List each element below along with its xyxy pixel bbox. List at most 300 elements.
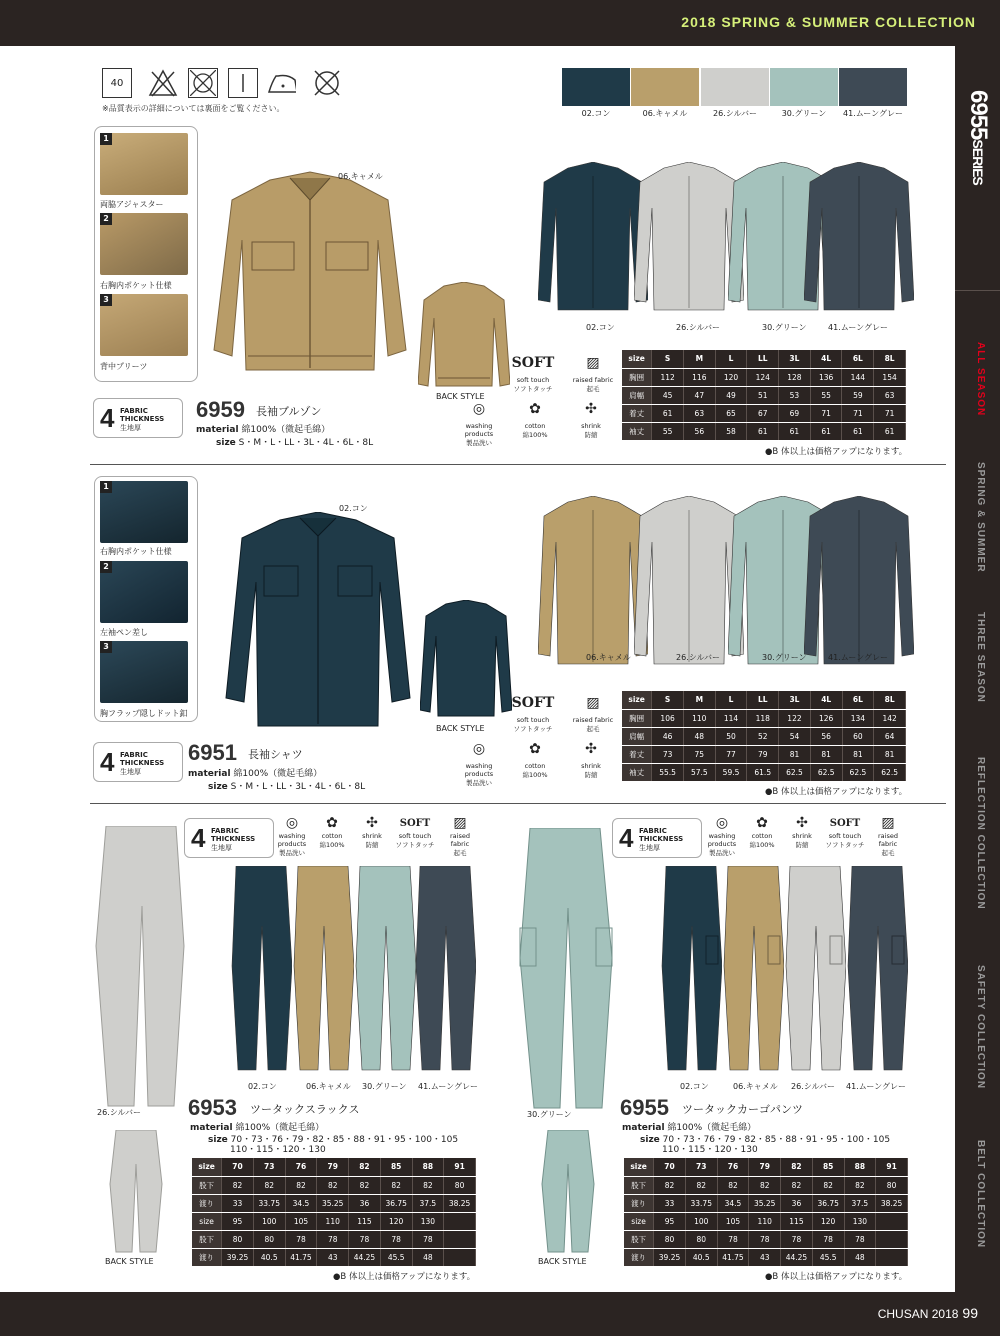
table-cell: 48	[683, 727, 715, 745]
table-cell: 62.5	[842, 763, 874, 781]
table-cell: S	[652, 691, 684, 709]
table-cell: 36	[781, 1194, 813, 1212]
model-number: 6953	[188, 1095, 237, 1120]
iron-icon	[266, 68, 296, 98]
table-cell: 着丈	[622, 745, 652, 763]
price-note: ●B 体以上は価格アップになります。	[333, 1272, 476, 1282]
detail-photo-pocket	[100, 213, 188, 275]
table-cell: M	[683, 691, 715, 709]
table-cell: 122	[779, 709, 811, 727]
table-cell: 62.5	[779, 763, 811, 781]
fabric-label-1: FABRIC	[120, 407, 148, 415]
fabric-label	[120, 407, 164, 423]
feature-jp: 防縮	[365, 841, 379, 849]
fabric-thickness-badge	[93, 398, 183, 438]
section-divider	[90, 464, 946, 465]
table-row	[192, 1212, 476, 1230]
washing-products-icon: ◎ washing products 製品洗い	[456, 396, 502, 447]
line-dry-icon	[228, 68, 258, 98]
feature-jp: 製品洗い	[466, 779, 492, 787]
color-swatch	[701, 68, 769, 106]
table-cell: 8L	[874, 350, 906, 368]
table-row	[624, 1212, 908, 1230]
feature-top: SOFT	[511, 355, 555, 371]
table-cell: 61	[652, 404, 684, 422]
variant-garment-image	[804, 496, 914, 666]
variant-pants-image	[414, 866, 476, 1072]
table-cell: 106	[652, 709, 684, 727]
feature-jp: 綿100%	[522, 431, 548, 439]
nav-spring-summer[interactable]: SPRING & SUMMER	[975, 462, 986, 573]
table-cell: 3L	[779, 350, 811, 368]
table-cell: 100	[685, 1212, 717, 1230]
header-bar	[0, 0, 1000, 46]
detail-photo-inner-pocket	[100, 481, 188, 543]
model-name: 長袖シャツ	[248, 748, 303, 761]
table-cell: 胸囲	[622, 709, 652, 727]
table-cell: 55.5	[652, 763, 684, 781]
table-cell: 71	[810, 404, 842, 422]
table-cell: 78	[749, 1230, 781, 1248]
feature-jp: 製品洗い	[466, 439, 492, 447]
table-cell: 41.75	[285, 1248, 317, 1266]
variant-color-label: 30.グリーン	[762, 323, 807, 332]
table-row	[622, 368, 906, 386]
feature-label: soft touch	[516, 716, 550, 724]
table-row	[624, 1230, 908, 1248]
main-color-label: 26.シルバー	[97, 1108, 141, 1117]
table-cell: 85	[812, 1158, 844, 1176]
table-cell: 128	[779, 368, 811, 386]
feature-label: shrink	[362, 832, 382, 840]
table-cell: 91	[876, 1158, 908, 1176]
feature-label: raised fabric	[878, 832, 898, 848]
feature-label: washing products	[707, 832, 737, 848]
table-cell: 8L	[874, 691, 906, 709]
cargo-back-image	[540, 1130, 596, 1254]
nav-belt[interactable]: BELT COLLECTION	[975, 1140, 986, 1249]
table-cell: 85	[380, 1158, 412, 1176]
variant-color-label: 06.キャメル	[586, 653, 631, 662]
table-cell: 着丈	[622, 404, 652, 422]
material-value: 綿100%（微起毛綿）	[235, 1123, 325, 1133]
table-cell: 45.5	[812, 1248, 844, 1266]
table-cell: 62.5	[810, 763, 842, 781]
table-cell: 73	[685, 1158, 717, 1176]
material-value: 綿100%（微起毛綿）	[667, 1123, 757, 1133]
fabric-label	[211, 827, 255, 843]
table-cell: 110	[683, 709, 715, 727]
raised-fabric-icon: ▨ raised fabric 起毛	[440, 814, 480, 857]
table-cell: 80	[222, 1230, 254, 1248]
fabric-label-jp: 生地厚	[120, 768, 141, 776]
table-cell: 4L	[810, 691, 842, 709]
table-cell: 105	[285, 1212, 317, 1230]
table-cell: 82	[812, 1176, 844, 1194]
table-cell: 91	[444, 1158, 476, 1176]
feature-label: soft touch	[828, 832, 862, 840]
table-cell: 115	[781, 1212, 813, 1230]
soft-touch-icon	[394, 814, 436, 849]
table-cell: 78	[285, 1230, 317, 1248]
color-swatch	[562, 68, 630, 106]
table-cell: 82	[844, 1176, 876, 1194]
table-cell: 股下	[192, 1176, 222, 1194]
table-cell: 44.25	[349, 1248, 381, 1266]
table-cell: 48	[844, 1248, 876, 1266]
variant-garment-image	[538, 162, 648, 312]
navy-shirt-image	[218, 512, 418, 728]
table-cell: 55	[652, 422, 684, 440]
table-cell: 胸囲	[622, 368, 652, 386]
detail-num: 1	[100, 133, 112, 145]
table-cell: 82	[781, 1176, 813, 1194]
table-cell: 110	[317, 1212, 349, 1230]
fabric-label-2: THICKNESS	[639, 835, 684, 843]
material-label: material	[190, 1123, 233, 1133]
variant-pants-image	[354, 866, 416, 1072]
table-cell: 71	[842, 404, 874, 422]
back-style-label: BACK STYLE	[436, 392, 485, 401]
section-divider	[90, 803, 946, 804]
shrink-icon: ✣ shrink 防縮	[568, 736, 614, 779]
variant-color-label: 41.ムーングレー	[828, 323, 889, 332]
series-number: 6955	[965, 90, 992, 140]
detail-caption: 右胸内ポケット仕様	[100, 547, 172, 556]
table-cell: 53	[779, 386, 811, 404]
detail-num: 2	[100, 213, 112, 225]
table-cell: 36	[349, 1194, 381, 1212]
table-cell: 股下	[624, 1230, 654, 1248]
table-cell: 50	[715, 727, 747, 745]
feature-jp: ソフトタッチ	[513, 725, 553, 733]
table-row	[192, 1248, 476, 1266]
feature-label: raised fabric	[450, 832, 470, 848]
table-cell: size	[624, 1212, 654, 1230]
no-bleach-icon	[148, 68, 178, 98]
feature-jp: 綿100%	[749, 841, 775, 849]
fabric-label	[120, 751, 164, 767]
fabric-label-2: THICKNESS	[211, 835, 256, 843]
variant-color-label: 02.コン	[680, 1082, 709, 1091]
fabric-label-jp: 生地厚	[211, 844, 232, 852]
fabric-thickness-badge	[612, 818, 702, 858]
table-cell: 62.5	[874, 763, 906, 781]
color-swatch-label: 06.キャメル	[642, 109, 688, 118]
nav-three-season[interactable]: THREE SEASON	[975, 612, 986, 703]
feature-label: cotton	[321, 832, 343, 840]
table-cell: 56	[810, 727, 842, 745]
table-cell: 144	[842, 368, 874, 386]
table-cell: 136	[810, 368, 842, 386]
feature-label: cotton	[524, 762, 546, 770]
table-cell: 36.75	[380, 1194, 412, 1212]
detail-caption: 胸フラップ隠しドット釦	[100, 709, 188, 718]
table-cell: 115	[349, 1212, 381, 1230]
variant-color-label: 26.シルバー	[791, 1082, 835, 1091]
size-table	[192, 1158, 476, 1267]
model-number: 6955	[620, 1095, 669, 1120]
fabric-label-jp: 生地厚	[639, 844, 660, 852]
table-cell: 82	[349, 1158, 381, 1176]
table-cell: 154	[874, 368, 906, 386]
table-cell: 43	[749, 1248, 781, 1266]
size-line-2: 110・115・120・130	[230, 1145, 326, 1155]
table-cell: 40.5	[685, 1248, 717, 1266]
nav-reflection[interactable]: REFLECTION COLLECTION	[975, 757, 986, 910]
table-row	[624, 1248, 908, 1266]
table-cell: 82	[412, 1176, 444, 1194]
feature-jp: 起毛	[453, 849, 467, 857]
feature-label: shrink	[581, 422, 601, 430]
footer-text	[878, 1305, 978, 1321]
table-cell: 61	[842, 422, 874, 440]
table-cell: 88	[412, 1158, 444, 1176]
variant-color-label: 41.ムーングレー	[828, 653, 889, 662]
table-row	[622, 350, 906, 368]
model-number: 6951	[188, 740, 237, 765]
table-cell: 71	[874, 404, 906, 422]
table-cell: 81	[874, 745, 906, 763]
table-cell: 88	[844, 1158, 876, 1176]
table-cell: 38.25	[444, 1194, 476, 1212]
table-cell: 78	[349, 1230, 381, 1248]
variant-color-label: 02.コン	[586, 323, 615, 332]
table-cell: 67	[747, 404, 779, 422]
cotton-icon: ✿ cotton 綿100%	[512, 736, 558, 779]
table-cell: 33.75	[685, 1194, 717, 1212]
fabric-label-1: FABRIC	[211, 827, 239, 835]
detail-photo-pleat	[100, 294, 188, 356]
variant-pants-image	[784, 866, 846, 1072]
variant-pants-image	[660, 866, 722, 1072]
color-swatch-label: 30.グリーン	[781, 109, 827, 118]
table-cell: 渡り	[624, 1248, 654, 1266]
table-cell: 渡り	[192, 1194, 222, 1212]
color-swatch-label: 02.コン	[581, 109, 611, 118]
size-range: 70・73・76・79・82・85・88・91・95・100・105	[662, 1135, 891, 1145]
table-cell: 70	[654, 1158, 686, 1176]
soft-touch-icon	[510, 350, 556, 393]
detail-caption: 背中プリーツ	[100, 362, 148, 371]
table-cell: 46	[652, 727, 684, 745]
table-cell: S	[652, 350, 684, 368]
table-cell: 75	[683, 745, 715, 763]
camel-blouson-image	[210, 170, 410, 380]
table-row	[622, 763, 906, 781]
table-cell: 33.75	[253, 1194, 285, 1212]
table-cell: 37.5	[412, 1194, 444, 1212]
nav-all-season[interactable]: ALL SEASON	[975, 342, 986, 417]
table-cell	[876, 1248, 908, 1266]
table-cell: size	[624, 1158, 654, 1176]
table-cell: 95	[654, 1212, 686, 1230]
table-cell: 渡り	[192, 1248, 222, 1266]
table-cell: 34.5	[717, 1194, 749, 1212]
feature-jp: 起毛	[586, 385, 600, 393]
table-cell: 82	[222, 1176, 254, 1194]
variant-color-label: 30.グリーン	[762, 653, 807, 662]
table-cell: 82	[685, 1176, 717, 1194]
table-cell: 48	[412, 1248, 444, 1266]
table-cell: 80	[876, 1176, 908, 1194]
table-row	[624, 1176, 908, 1194]
table-cell: 40.5	[253, 1248, 285, 1266]
size-range: S・M・L・LL・3L・4L・6L・8L	[230, 782, 366, 792]
table-cell: L	[715, 350, 747, 368]
feature-jp: 綿100%	[319, 841, 345, 849]
fabric-thickness-value: 4	[100, 747, 115, 777]
fabric-thickness-value: 4	[191, 823, 206, 853]
raised-fabric-icon: ▨ raised fabric 起毛	[570, 350, 616, 393]
feature-jp: 起毛	[586, 725, 600, 733]
detail-caption: 左袖ペン差し	[100, 628, 148, 637]
table-row	[622, 422, 906, 440]
fabric-label	[639, 827, 683, 843]
fabric-label-1: FABRIC	[120, 751, 148, 759]
variant-pants-image	[230, 866, 292, 1072]
size-range: S・M・L・LL・3L・4L・6L・8L	[238, 438, 374, 448]
table-cell: 78	[781, 1230, 813, 1248]
table-cell: 股下	[192, 1230, 222, 1248]
table-cell: 130	[844, 1212, 876, 1230]
back-style-label: BACK STYLE	[105, 1257, 154, 1266]
feature-label: soft touch	[516, 376, 550, 384]
variant-garment-image	[804, 162, 914, 312]
back-style-label: BACK STYLE	[436, 724, 485, 733]
variant-color-label: 30.グリーン	[362, 1082, 407, 1091]
detail-photo-adjuster	[100, 133, 188, 195]
feature-jp: 綿100%	[522, 771, 548, 779]
wash-40-icon	[102, 68, 132, 98]
table-row	[622, 404, 906, 422]
feature-label: washing products	[277, 832, 307, 848]
back-style-label: BACK STYLE	[538, 1257, 587, 1266]
size-label: size	[640, 1135, 660, 1145]
size-line	[216, 435, 373, 448]
series-suffix: SERIES	[970, 139, 986, 185]
table-cell: 120	[715, 368, 747, 386]
feature-jp: ソフトタッチ	[825, 841, 865, 849]
table-row	[622, 709, 906, 727]
table-cell: 142	[874, 709, 906, 727]
fabric-thickness-badge	[184, 818, 274, 858]
table-row	[622, 727, 906, 745]
material-line	[196, 422, 330, 435]
detail-photo-pen-slot	[100, 561, 188, 623]
detail-caption: 右胸内ポケット仕様	[100, 281, 172, 290]
variant-color-label: 26.シルバー	[676, 653, 720, 662]
table-cell: 39.25	[222, 1248, 254, 1266]
size-label: size	[216, 438, 236, 448]
raised-fabric-icon: ▨ raised fabric 起毛	[868, 814, 908, 857]
table-cell: 渡り	[624, 1194, 654, 1212]
fabric-label-2: THICKNESS	[120, 759, 165, 767]
detail-num: 3	[100, 294, 112, 306]
variant-color-label: 02.コン	[248, 1082, 277, 1091]
table-cell: 56	[683, 422, 715, 440]
material-label: material	[622, 1123, 665, 1133]
feature-top: SOFT	[829, 817, 861, 829]
table-cell: 58	[715, 422, 747, 440]
table-cell: 51	[747, 386, 779, 404]
detail-num: 1	[100, 481, 112, 493]
table-cell: 81	[779, 745, 811, 763]
table-cell: 袖丈	[622, 422, 652, 440]
side-divider	[955, 290, 1000, 291]
table-cell: 116	[683, 368, 715, 386]
model-name: ツータックスラックス	[250, 1103, 360, 1116]
table-row	[192, 1176, 476, 1194]
feature-top: SOFT	[399, 817, 431, 829]
shrink-icon: ✣ shrink 防縮	[568, 396, 614, 439]
detail-num: 2	[100, 561, 112, 573]
feature-top: SOFT	[511, 695, 555, 711]
table-cell: 80	[654, 1230, 686, 1248]
feature-jp: 起毛	[881, 849, 895, 857]
material-label: material	[196, 425, 239, 435]
table-cell: 78	[812, 1230, 844, 1248]
green-cargo-image	[516, 828, 616, 1112]
table-cell: 33	[654, 1194, 686, 1212]
table-cell: 43	[317, 1248, 349, 1266]
table-cell: 79	[747, 745, 779, 763]
table-cell: LL	[747, 350, 779, 368]
feature-label: soft touch	[398, 832, 432, 840]
fabric-thickness-badge	[93, 742, 183, 782]
table-cell	[444, 1212, 476, 1230]
size-table	[624, 1158, 908, 1267]
table-cell: 124	[747, 368, 779, 386]
feature-label: cotton	[524, 422, 546, 430]
table-cell: 134	[842, 709, 874, 727]
feature-jp: 防縮	[584, 771, 598, 779]
table-cell: 65	[715, 404, 747, 422]
feature-label: raised fabric	[572, 376, 614, 384]
nav-safety[interactable]: SAFETY COLLECTION	[975, 965, 986, 1090]
page-number: 99	[962, 1305, 978, 1321]
collection-title: 2018 SPRING & SUMMER COLLECTION	[681, 14, 976, 30]
table-cell: 76	[285, 1158, 317, 1176]
table-cell: 114	[715, 709, 747, 727]
table-cell: 80	[444, 1176, 476, 1194]
table-cell: 78	[717, 1230, 749, 1248]
table-row	[192, 1230, 476, 1248]
variant-garment-image	[538, 496, 648, 666]
washing-products-icon: ◎ washing products 製品洗い	[274, 814, 310, 857]
color-swatch	[631, 68, 699, 106]
table-cell: 70	[222, 1158, 254, 1176]
table-row	[192, 1158, 476, 1176]
size-line-2: 110・115・120・130	[662, 1145, 758, 1155]
table-cell: 73	[652, 745, 684, 763]
table-cell: 袖丈	[622, 763, 652, 781]
table-cell: 肩幅	[622, 727, 652, 745]
table-cell: 78	[317, 1230, 349, 1248]
size-label: size	[208, 782, 228, 792]
main-color-label: 30.グリーン	[527, 1110, 572, 1119]
table-row	[622, 386, 906, 404]
footer-brand: CHUSAN 2018	[877, 1307, 959, 1321]
care-note: ※品質表示の詳細については裏面をご覧ください。	[102, 104, 285, 113]
table-cell: 126	[810, 709, 842, 727]
table-cell: 36.75	[812, 1194, 844, 1212]
table-cell: 80	[253, 1230, 285, 1248]
feature-jp: 防縮	[584, 431, 598, 439]
table-cell: M	[683, 350, 715, 368]
footer-bar	[0, 1292, 1000, 1336]
cotton-icon: ✿ cotton 綿100%	[314, 814, 350, 849]
